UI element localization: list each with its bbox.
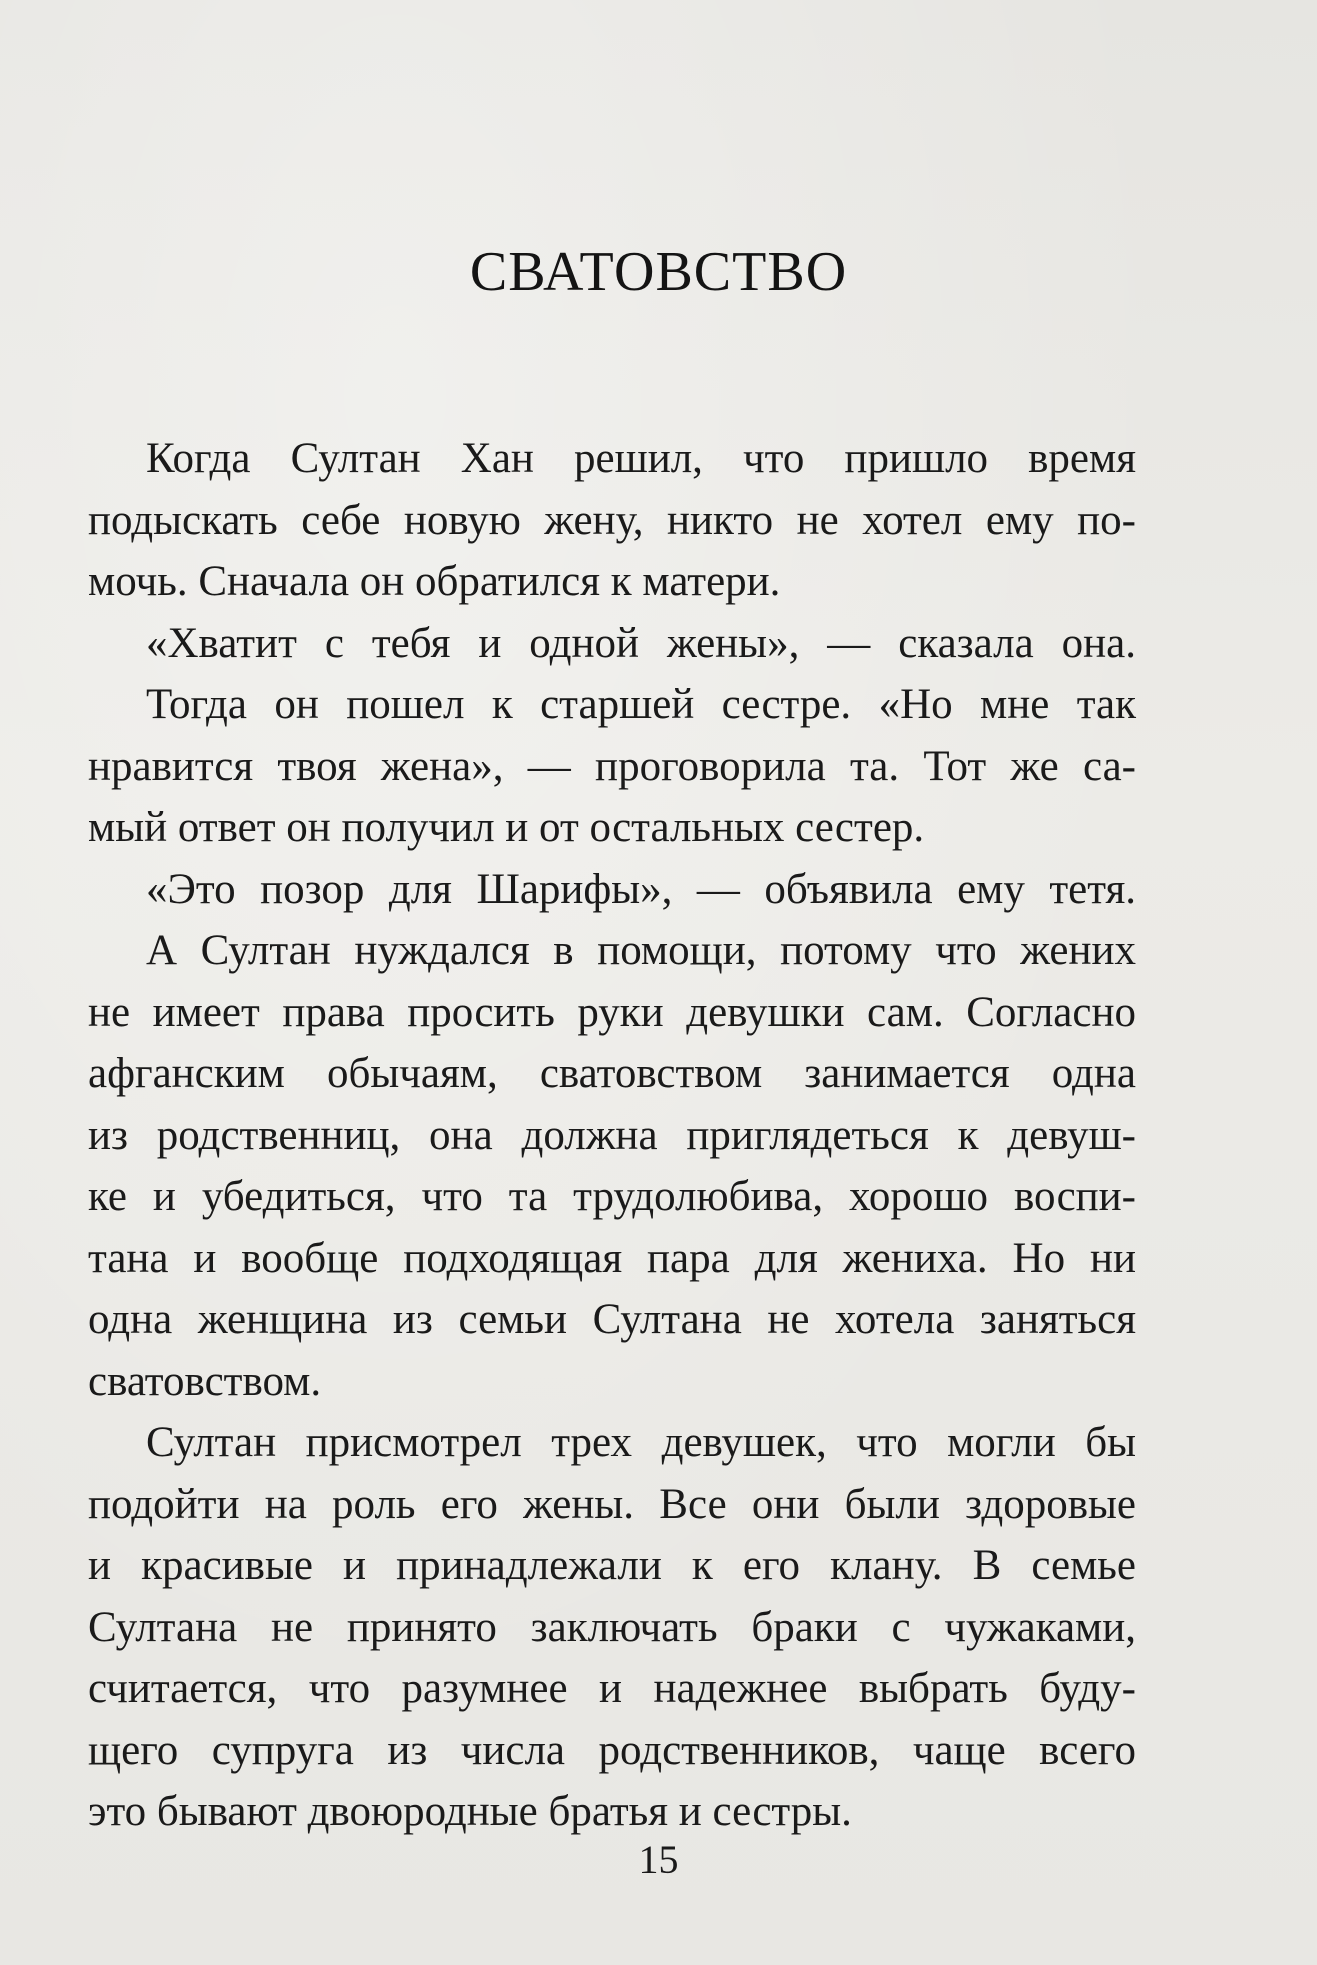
text-line: мый ответ он получил и от остальных сестер. — [88, 804, 925, 851]
paragraph — [88, 859, 1136, 921]
paragraph — [88, 428, 1136, 613]
text-line: нравится твоя жена», — проговорила та. Тот же са- — [88, 742, 1136, 790]
text-line: это бывают двоюродные братья и сестры. — [88, 1788, 852, 1835]
text-line: Тогда он пошел к старшей сестре. «Но мне так — [146, 681, 1136, 728]
text-line: и красивые и принадлежали к его клану. В семье — [88, 1542, 1136, 1589]
text-line: «Хватит с тебя и одной жены», — сказала она. — [146, 619, 1136, 667]
text-line: «Это позор для Шарифы», — объявила ему тетя. — [146, 865, 1136, 913]
text-line: тана и вообще подходящая пара для жениха. Но ни — [88, 1234, 1136, 1282]
page-number: 15 — [638, 1837, 679, 1882]
text-line: Султана не принято заключать браки с чужаками, — [88, 1603, 1136, 1651]
paragraph — [88, 920, 1136, 1412]
text-line: мочь. Сначала он обратился к матери. — [88, 558, 781, 605]
text-line: ке и убедиться, что та трудолюбива, хорошо воспи- — [88, 1173, 1136, 1220]
text-line: афганским обычаям, сватовством занимается одна — [88, 1050, 1136, 1097]
text-line: Когда Султан Хан решил, что пришло время — [146, 435, 1136, 482]
chapter-title: СВАТОВСТВО — [469, 241, 848, 303]
text-line: щего супруга из числа родственников, чаще всего — [88, 1726, 1136, 1774]
paragraph — [88, 1412, 1136, 1843]
text-line: из родственниц, она должна приглядеться к девуш- — [88, 1111, 1136, 1159]
paragraph — [88, 613, 1136, 675]
text-line: Султан присмотрел трех девушек, что могли бы — [146, 1419, 1136, 1466]
text-line: сватовством. — [88, 1357, 322, 1405]
text-line: считается, что разумнее и надежнее выбрать буду- — [88, 1665, 1136, 1712]
text-line: подыскать себе новую жену, никто не хотел ему по- — [88, 496, 1136, 544]
text-line: подойти на роль его жены. Все они были здоровые — [88, 1480, 1136, 1528]
text-line: одна женщина из семьи Султана не хотела заняться — [88, 1296, 1136, 1343]
body-text — [88, 428, 1136, 1843]
paragraph — [88, 674, 1136, 859]
text-line: не имеет права просить руки девушки сам. Согласно — [88, 988, 1136, 1036]
text-line: А Султан нуждался в помощи, потому что жених — [146, 927, 1136, 974]
